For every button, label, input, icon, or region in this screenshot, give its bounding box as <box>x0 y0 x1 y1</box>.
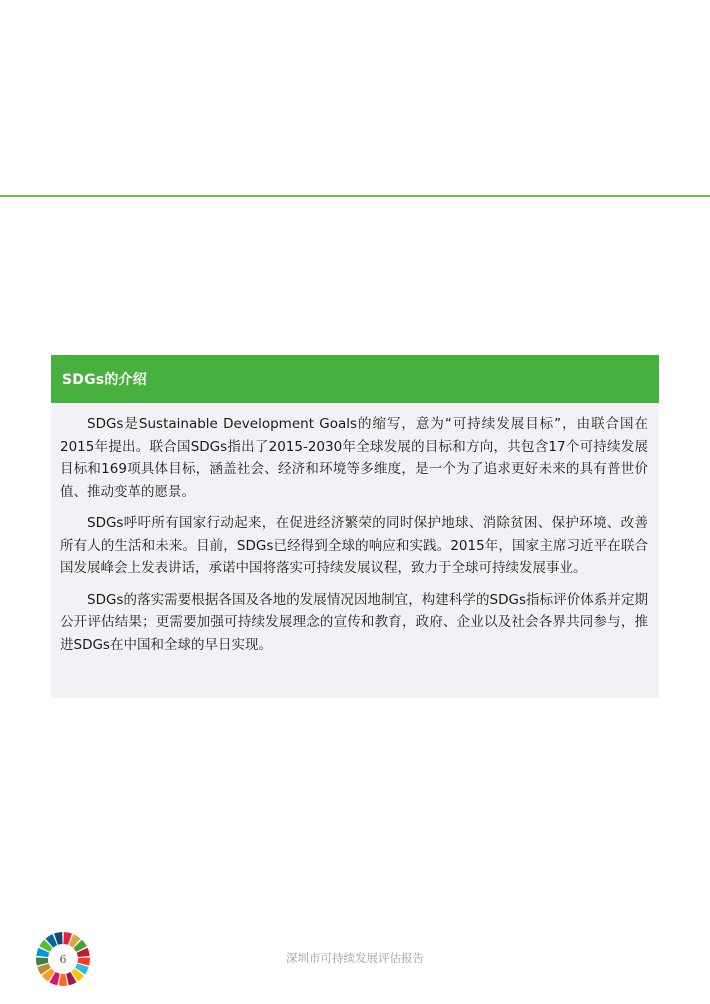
box-body <box>51 403 659 656</box>
box-title: SDGs的介绍 <box>62 372 147 388</box>
page-number: 6 <box>59 952 67 966</box>
top-divider-line <box>0 195 710 197</box>
paragraph: SDGs的落实需要根据各国及各地的发展情况因地制宜，构建科学的SDGs指标评价体系并定期公开评估结果；更需要加强可持续发展理念的宣传和教育，政府、企业以及社会各界共同参与，推进SDGs在中国和全球的早日实现。 <box>60 591 648 653</box>
sdgs-intro-box <box>51 355 659 698</box>
footer-report-title: 深圳市可持续发展评估报告 <box>286 951 424 965</box>
paragraph: SDGs是Sustainable Development Goals的缩写，意为“可持续发展目标”，由联合国在2015年提出。联合国SDGs指出了2015-2030年全球发展的目标和方向，共包含17个可持续发展目标和169项具体目标，涵盖社会、经济和环境等多维度，是一个为了追求更好未来的具有普世价值、推动变革的愿景。 <box>60 416 648 500</box>
box-header <box>51 355 659 403</box>
paragraph: SDGs呼吁所有国家行动起来，在促进经济繁荣的同时保护地球、消除贫困、保护环境、改善所有人的生活和未来。目前，SDGs已经得到全球的响应和实践。2015年，国家主席习近平在联合国发展峰会上发表讲话，承诺中国将落实可持续发展议程，致力于全球可持续发展事业。 <box>60 515 648 576</box>
